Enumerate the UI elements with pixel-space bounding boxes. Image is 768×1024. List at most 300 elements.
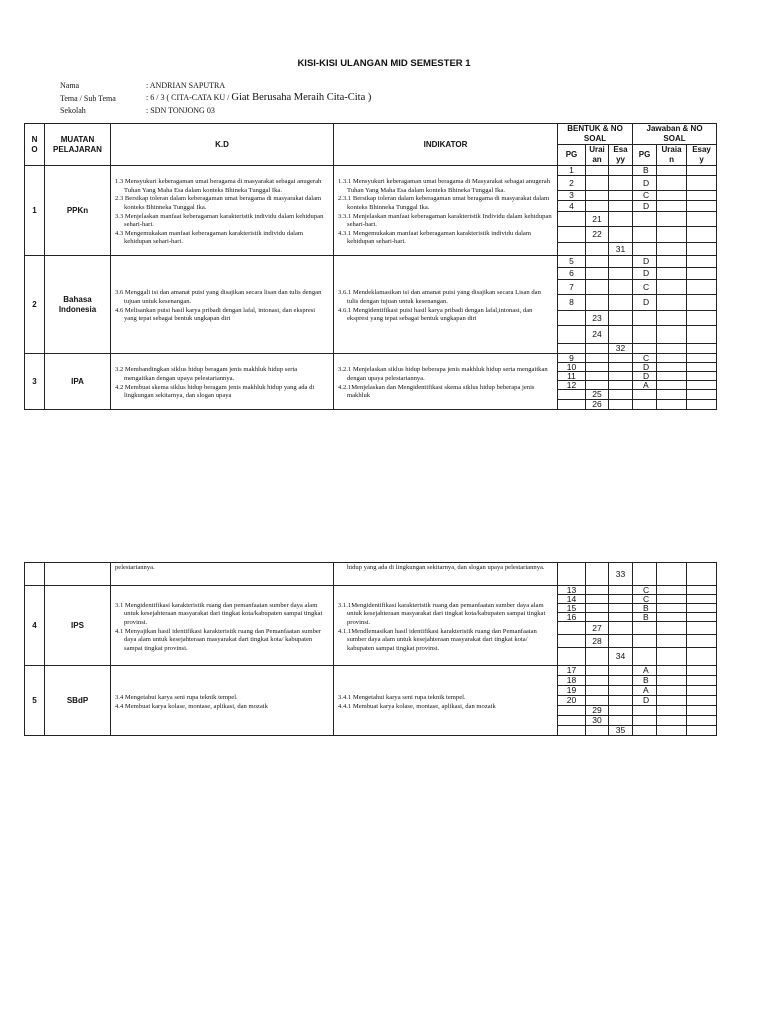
row-number: 3	[25, 354, 45, 410]
cell-essay	[609, 586, 633, 595]
cell-uraian: 28	[586, 635, 609, 648]
cell-answer-essay	[687, 191, 717, 201]
cell-essay	[609, 595, 633, 604]
header-indikator: INDIKATOR	[334, 124, 558, 166]
cell-pg	[558, 243, 586, 256]
cell-essay	[609, 295, 633, 311]
cell-answer-pg: C	[633, 354, 657, 363]
tema-value	[146, 92, 371, 103]
header-no: N O	[25, 124, 45, 166]
spacer	[717, 256, 768, 268]
cell-essay	[609, 622, 633, 635]
cell-pg	[558, 716, 586, 726]
cell-answer-pg	[633, 227, 657, 243]
header-essay-answer: Esay y	[687, 145, 717, 166]
cell-uraian	[586, 726, 609, 736]
cell-pg: 12	[558, 381, 586, 390]
spacer	[717, 696, 768, 706]
cell-pg: 14	[558, 595, 586, 604]
cell-pg: 4	[558, 201, 586, 212]
cell-essay	[609, 381, 633, 390]
cell-answer-uraian	[657, 563, 687, 586]
cell-uraian	[586, 676, 609, 686]
spacer	[717, 268, 768, 280]
cell-essay	[609, 201, 633, 212]
cell-answer-essay	[687, 563, 717, 586]
cell-answer-uraian	[657, 372, 687, 381]
cell-answer-pg: B	[633, 676, 657, 686]
cell-uraian: 23	[586, 311, 609, 326]
cell-answer-pg: D	[633, 176, 657, 191]
cell-answer-pg: D	[633, 363, 657, 372]
cell-uraian	[586, 586, 609, 595]
cell-pg	[558, 311, 586, 326]
spacer	[717, 212, 768, 227]
cell-essay	[609, 372, 633, 381]
cell-uraian	[586, 372, 609, 381]
kd-item: 4.3 Mengemukakan manfaat keberagaman karakteristik individu dalam kehidupan sehari-hari.	[115, 229, 304, 246]
spacer	[717, 344, 768, 354]
tema-value-b: Giat Berusaha Meraih Cita-Cita )	[231, 92, 372, 103]
cell-answer-essay	[687, 706, 717, 716]
cell-pg: 19	[558, 686, 586, 696]
cell-pg	[558, 622, 586, 635]
cell-answer-pg	[633, 622, 657, 635]
kd-item: 3.1 Mengidentifikasi karakteristik ruang dan pemanfaatan sumber daya alam untuk kesejahteraan masyarakat dari tingkat kota/kabupaten sampai tingkat provinsi.	[115, 601, 323, 626]
cell-answer-uraian	[657, 726, 687, 736]
cell-answer-essay	[687, 166, 717, 176]
cell-essay: 31	[609, 243, 633, 256]
cell-answer-pg: A	[633, 666, 657, 676]
kd-cell	[111, 256, 334, 354]
cell-essay	[609, 696, 633, 706]
kd-cell	[111, 666, 334, 736]
cell-uraian	[586, 648, 609, 666]
indikator-cell	[334, 586, 558, 666]
cell-answer-essay	[687, 280, 717, 295]
header-kd: K.D	[111, 124, 334, 166]
cell-answer-essay	[687, 227, 717, 243]
cell-answer-uraian	[657, 344, 687, 354]
cell-answer-uraian	[657, 227, 687, 243]
cell-answer-essay	[687, 256, 717, 268]
kd-item: 3.2 Membandingkan siklus hidup beragam jenis makhluk hidup serta mengaitkan dengan upaya pelestariannya.	[115, 366, 298, 382]
cell-answer-pg: B	[633, 604, 657, 613]
cell-essay	[609, 227, 633, 243]
tema-label: Tema / Sub Tema	[60, 94, 116, 103]
cell-answer-essay	[687, 676, 717, 686]
spacer	[717, 390, 768, 400]
spacer	[717, 363, 768, 372]
cell-uraian	[586, 201, 609, 212]
cell-answer-essay	[687, 354, 717, 363]
spacer	[717, 676, 768, 686]
cell-answer-uraian	[657, 595, 687, 604]
cell-answer-essay	[687, 176, 717, 191]
cell-uraian	[586, 595, 609, 604]
cell-essay	[609, 390, 633, 400]
cell-answer-essay	[687, 243, 717, 256]
cell-answer-pg	[633, 716, 657, 726]
indikator-item: 3.4.1 Mengetahui karya seni rupa teknik tempel.	[338, 693, 466, 701]
cell-answer-uraian	[657, 648, 687, 666]
cell-answer-pg	[633, 648, 657, 666]
cell-uraian	[586, 666, 609, 676]
cell-answer-essay	[687, 648, 717, 666]
cell-answer-pg: D	[633, 295, 657, 311]
spacer	[717, 381, 768, 390]
cell-pg: 5	[558, 256, 586, 268]
tema-value-a: : 6 / 3 ( CITA-CATA KU /	[146, 93, 232, 102]
cell-essay: 33	[609, 563, 633, 586]
spacer	[717, 243, 768, 256]
cell-pg: 1	[558, 166, 586, 176]
cell-answer-pg	[633, 563, 657, 586]
cell-answer-pg: A	[633, 686, 657, 696]
cell-answer-pg: D	[633, 201, 657, 212]
cell-pg: 15	[558, 604, 586, 613]
cell-answer-uraian	[657, 212, 687, 227]
cell-essay	[609, 311, 633, 326]
cell-pg: 6	[558, 268, 586, 280]
cell-pg: 20	[558, 696, 586, 706]
cell-uraian	[586, 280, 609, 295]
cell-pg: 2	[558, 176, 586, 191]
indikator-cell	[334, 166, 558, 256]
cell-pg: 8	[558, 295, 586, 311]
cell-uraian	[586, 696, 609, 706]
cell-essay	[609, 400, 633, 410]
spacer	[717, 613, 768, 622]
indikator-item: 3.3.1 Menjelaskan manfaat keberagaman karakteristik Individu dalam kehidupan sehari-hari.	[338, 212, 552, 229]
cell-pg: 7	[558, 280, 586, 295]
cell-essay	[609, 191, 633, 201]
cell-answer-pg: C	[633, 586, 657, 595]
cell-uraian	[586, 268, 609, 280]
indikator-item: 4.6.1 Mengidentifikasi puisi hasil karya pribadi dengan lafal,intonasi, dan ekspresi yang tepat sebagai bentuk ungkapan diri	[338, 306, 533, 323]
spacer	[717, 706, 768, 716]
cell-answer-uraian	[657, 716, 687, 726]
cell-answer-uraian	[657, 676, 687, 686]
spacer	[717, 191, 768, 201]
cell-answer-uraian	[657, 686, 687, 696]
cell-answer-essay	[687, 363, 717, 372]
cont-no	[25, 563, 45, 586]
cell-essay	[609, 635, 633, 648]
cell-answer-pg	[633, 726, 657, 736]
cell-answer-uraian	[657, 381, 687, 390]
cell-essay	[609, 256, 633, 268]
kd-item: 4.2 Membuat skema siklus hidup beragam jenis makhluk hidup yang ada di lingkungan sekitarnya, dan slogan upaya	[115, 383, 315, 400]
cell-answer-uraian	[657, 622, 687, 635]
kisi-table-1	[24, 123, 768, 410]
spacer	[717, 227, 768, 243]
cell-essay	[609, 676, 633, 686]
cell-answer-essay	[687, 344, 717, 354]
cell-uraian: 27	[586, 622, 609, 635]
cell-uraian: 22	[586, 227, 609, 243]
cell-answer-essay	[687, 613, 717, 622]
spacer	[717, 354, 768, 363]
spacer	[717, 716, 768, 726]
cell-essay	[609, 716, 633, 726]
cell-uraian	[586, 166, 609, 176]
cell-essay	[609, 176, 633, 191]
kd-cell	[111, 586, 334, 666]
row-number: 5	[25, 666, 45, 736]
cell-pg: 10	[558, 363, 586, 372]
cell-uraian	[586, 381, 609, 390]
cell-answer-pg	[633, 390, 657, 400]
cell-uraian: 29	[586, 706, 609, 716]
cell-pg	[558, 635, 586, 648]
indikator-cell	[334, 354, 558, 410]
spacer	[717, 326, 768, 344]
cell-answer-essay	[687, 400, 717, 410]
spacer	[717, 726, 768, 736]
cell-pg: 17	[558, 666, 586, 676]
row-number: 1	[25, 166, 45, 256]
cell-uraian: 25	[586, 390, 609, 400]
cell-answer-essay	[687, 586, 717, 595]
cell-uraian	[586, 243, 609, 256]
cell-uraian	[586, 344, 609, 354]
cell-answer-pg	[633, 311, 657, 326]
cell-essay	[609, 613, 633, 622]
cell-answer-essay	[687, 212, 717, 227]
cell-answer-essay	[687, 295, 717, 311]
cell-answer-uraian	[657, 191, 687, 201]
indikator-item: 4.2.1Menjelaskan dan Mengidentifikasi skema siklus hidup beberapa jenis makhluk	[338, 383, 535, 400]
cell-uraian	[586, 176, 609, 191]
cell-answer-uraian	[657, 696, 687, 706]
cell-uraian	[586, 354, 609, 363]
spacer	[717, 595, 768, 604]
cell-answer-uraian	[657, 400, 687, 410]
cell-essay	[609, 363, 633, 372]
cell-uraian	[586, 191, 609, 201]
cell-answer-uraian	[657, 586, 687, 595]
sekolah-label: Sekolah	[60, 106, 86, 115]
cell-answer-uraian	[657, 295, 687, 311]
subject-name	[45, 256, 111, 354]
header-jawaban: Jawaban & NO SOAL	[633, 124, 717, 145]
cell-essay	[609, 280, 633, 295]
kd-item: 2.3 Bersikap toleran dalam keberagaman umat beragama di masyarakat dalam konteks Bhinneka Tunggal Ika.	[115, 195, 322, 211]
cell-answer-pg	[633, 243, 657, 256]
header-pg: PG	[558, 145, 586, 166]
cell-essay: 34	[609, 648, 633, 666]
kisi-table-2	[24, 562, 768, 736]
cell-answer-uraian	[657, 268, 687, 280]
cell-essay	[609, 666, 633, 676]
subject-line: Indonesia	[58, 304, 97, 314]
cell-pg	[558, 563, 586, 586]
cell-answer-pg: C	[633, 595, 657, 604]
cont-subject	[45, 563, 111, 586]
header-bentuk: BENTUK & NO SOAL	[558, 124, 633, 145]
row-number: 4	[25, 586, 45, 666]
document-title: KISI-KISI ULANGAN MID SEMESTER 1	[297, 58, 471, 69]
cell-answer-uraian	[657, 201, 687, 212]
info-block	[60, 80, 460, 120]
spacer	[717, 166, 768, 176]
kd-cell	[111, 354, 334, 410]
cell-pg: 9	[558, 354, 586, 363]
cell-answer-essay	[687, 686, 717, 696]
indikator-item: 3.6.1 Mendeklamasikan isi dan amanat puisi yang disajikan secara Lisan dan tulis dengan tujuan untuk kesenangan.	[338, 289, 541, 305]
cell-uraian	[586, 363, 609, 372]
header-uraian-answer: Uraia n	[657, 145, 687, 166]
cell-uraian: 24	[586, 326, 609, 344]
cell-pg: 16	[558, 613, 586, 622]
cell-answer-pg	[633, 400, 657, 410]
cell-answer-uraian	[657, 635, 687, 648]
spacer	[717, 311, 768, 326]
spacer	[717, 622, 768, 635]
spacer	[717, 176, 768, 191]
header-muatan: MUATAN PELAJARAN	[45, 124, 111, 166]
cell-essay	[609, 706, 633, 716]
cell-uraian	[586, 295, 609, 311]
cell-answer-uraian	[657, 390, 687, 400]
cell-pg	[558, 726, 586, 736]
cell-pg: 18	[558, 676, 586, 686]
cell-pg	[558, 706, 586, 716]
cell-pg	[558, 400, 586, 410]
cell-answer-pg: D	[633, 268, 657, 280]
cell-answer-pg	[633, 344, 657, 354]
cell-answer-uraian	[657, 706, 687, 716]
cell-answer-essay	[687, 268, 717, 280]
indikator-item: 3.2.1 Menjelaskan siklus hidup beberapa jenis makhluk hidup serta mengaitkan dengan upaya pelestariannya.	[338, 366, 548, 382]
spacer	[717, 604, 768, 613]
subject-name: SBdP	[45, 666, 111, 736]
cell-pg	[558, 344, 586, 354]
indikator-cell	[334, 666, 558, 736]
cell-answer-uraian	[657, 354, 687, 363]
cell-answer-pg: D	[633, 696, 657, 706]
indikator-item: 3.1.1Mengidentifikasi karakteristik ruang dan pemanfaatan sumber daya alam untuk kesejahteraan masyarakat dari tingkat kota/kabupaten sampai tingkat provinsi.	[338, 601, 546, 626]
cell-answer-uraian	[657, 604, 687, 613]
row-number: 2	[25, 256, 45, 354]
spacer	[717, 280, 768, 295]
cell-uraian	[586, 563, 609, 586]
cell-answer-uraian	[657, 166, 687, 176]
kd-item: 4.6 Melisankan puisi hasil karya pribadi dengan lafal, intonasi, dan ekspresi yang tepat sebagai bentuk ungkapan diri	[115, 306, 316, 323]
spacer	[717, 563, 768, 586]
cell-uraian	[586, 686, 609, 696]
spacer	[717, 586, 768, 595]
cell-answer-pg	[633, 635, 657, 648]
spacer	[717, 686, 768, 696]
cell-answer-essay	[687, 716, 717, 726]
cell-answer-uraian	[657, 613, 687, 622]
indikator-item: 2.3.1 Bersikap toleran dalam keberagaman umat beragama di masyarakat dalam konteks Bhinneka Tunggal Ika.	[338, 195, 550, 211]
cell-answer-essay	[687, 622, 717, 635]
subject-name: PPKn	[45, 166, 111, 256]
spacer	[717, 124, 768, 145]
indikator-item: 4.3.1 Mengemukakan manfaat keberagaman karakteristik individu dalam kehidupan sehari-hari.	[338, 229, 531, 246]
cell-uraian	[586, 604, 609, 613]
cell-uraian: 21	[586, 212, 609, 227]
header-essay: Esa yy	[609, 145, 633, 166]
cell-essay	[609, 268, 633, 280]
indikator-cell	[334, 256, 558, 354]
cell-pg	[558, 227, 586, 243]
spacer	[717, 201, 768, 212]
cell-answer-uraian	[657, 326, 687, 344]
spacer	[717, 666, 768, 676]
spacer	[717, 145, 768, 166]
cell-answer-pg: C	[633, 191, 657, 201]
cell-answer-uraian	[657, 666, 687, 676]
cell-answer-pg	[633, 706, 657, 716]
header-pg-answer: PG	[633, 145, 657, 166]
cell-answer-essay	[687, 666, 717, 676]
cell-essay	[609, 604, 633, 613]
subject-name: IPA	[45, 354, 111, 410]
cell-answer-essay	[687, 311, 717, 326]
kd-item: 1.3 Mensyukuri keberagaman umat beragama di masyarakat sebagai anugerah Tuhan Yang Maha Esa dalam konteks Bhineka Tunggal Ika.	[115, 178, 322, 194]
cell-essay	[609, 212, 633, 227]
cell-answer-pg: A	[633, 381, 657, 390]
cell-answer-essay	[687, 381, 717, 390]
indikator-item: 4.1.1Mendlemasikan hasil identifikasi karakteristik ruang dan Pemanfaatan sumber daya alam untuk kesejahteraan masyarakat dari tingkat kota/ kabupaten sampai tingkat provinsi.	[338, 627, 537, 652]
cell-answer-essay	[687, 201, 717, 212]
kd-cell	[111, 166, 334, 256]
kd-item: 3.3 Menjelaskan manfaat keberagaman karakteristik individu dalam kehidupan sehari-hari.	[115, 212, 324, 229]
cell-answer-uraian	[657, 243, 687, 256]
cell-essay	[609, 686, 633, 696]
cell-pg	[558, 212, 586, 227]
cell-uraian: 30	[586, 716, 609, 726]
kd-item: 3.4 Mengetahui karya seni rupa teknik tempel.	[115, 693, 238, 701]
spacer	[717, 648, 768, 666]
header-uraian: Urai an	[586, 145, 609, 166]
cell-uraian	[586, 613, 609, 622]
cell-answer-essay	[687, 635, 717, 648]
indikator-item: 1.3.1 Mensyukuri keberagaman umat beragama di Masyarakat sebagai anugerah Tuhan Yang Maha Esa dalam konteks Bhineka Tunggal Ika.	[338, 178, 551, 194]
cell-uraian	[586, 256, 609, 268]
kd-item: 4.1 Menyajikan hasil identifikasi karakteristik ruang dan Pemanfaatan sumber daya alam untuk kesejahteraan masyarakat dari tingkat kota/ kabupaten sampai tingkat provinsi.	[115, 627, 321, 652]
cont-indikator: hidup yang ada di lingkungan sekitarnya, dan slogan upaya pelestariannya.	[334, 563, 558, 586]
cell-essay: 32	[609, 344, 633, 354]
subject-name: IPS	[45, 586, 111, 666]
cell-answer-essay	[687, 390, 717, 400]
cell-pg: 13	[558, 586, 586, 595]
cell-answer-pg: B	[633, 613, 657, 622]
cell-answer-essay	[687, 696, 717, 706]
cell-answer-pg	[633, 326, 657, 344]
cell-uraian: 26	[586, 400, 609, 410]
spacer	[717, 295, 768, 311]
nama-label: Nama	[60, 81, 80, 90]
cell-answer-essay	[687, 595, 717, 604]
sekolah-value: : SDN TONJONG 03	[146, 106, 215, 115]
cell-pg	[558, 390, 586, 400]
cell-answer-uraian	[657, 176, 687, 191]
cell-answer-uraian	[657, 280, 687, 295]
indikator-item: 4.4.1 Membuat karya kolase, montase, aplikasi, dan mozaik	[338, 702, 496, 710]
cell-answer-pg: D	[633, 256, 657, 268]
cell-answer-essay	[687, 326, 717, 344]
cell-pg	[558, 648, 586, 666]
cell-essay	[609, 354, 633, 363]
nama-value: : ANDRIAN SAPUTRA	[146, 81, 226, 90]
cell-answer-uraian	[657, 363, 687, 372]
cell-answer-pg: D	[633, 372, 657, 381]
